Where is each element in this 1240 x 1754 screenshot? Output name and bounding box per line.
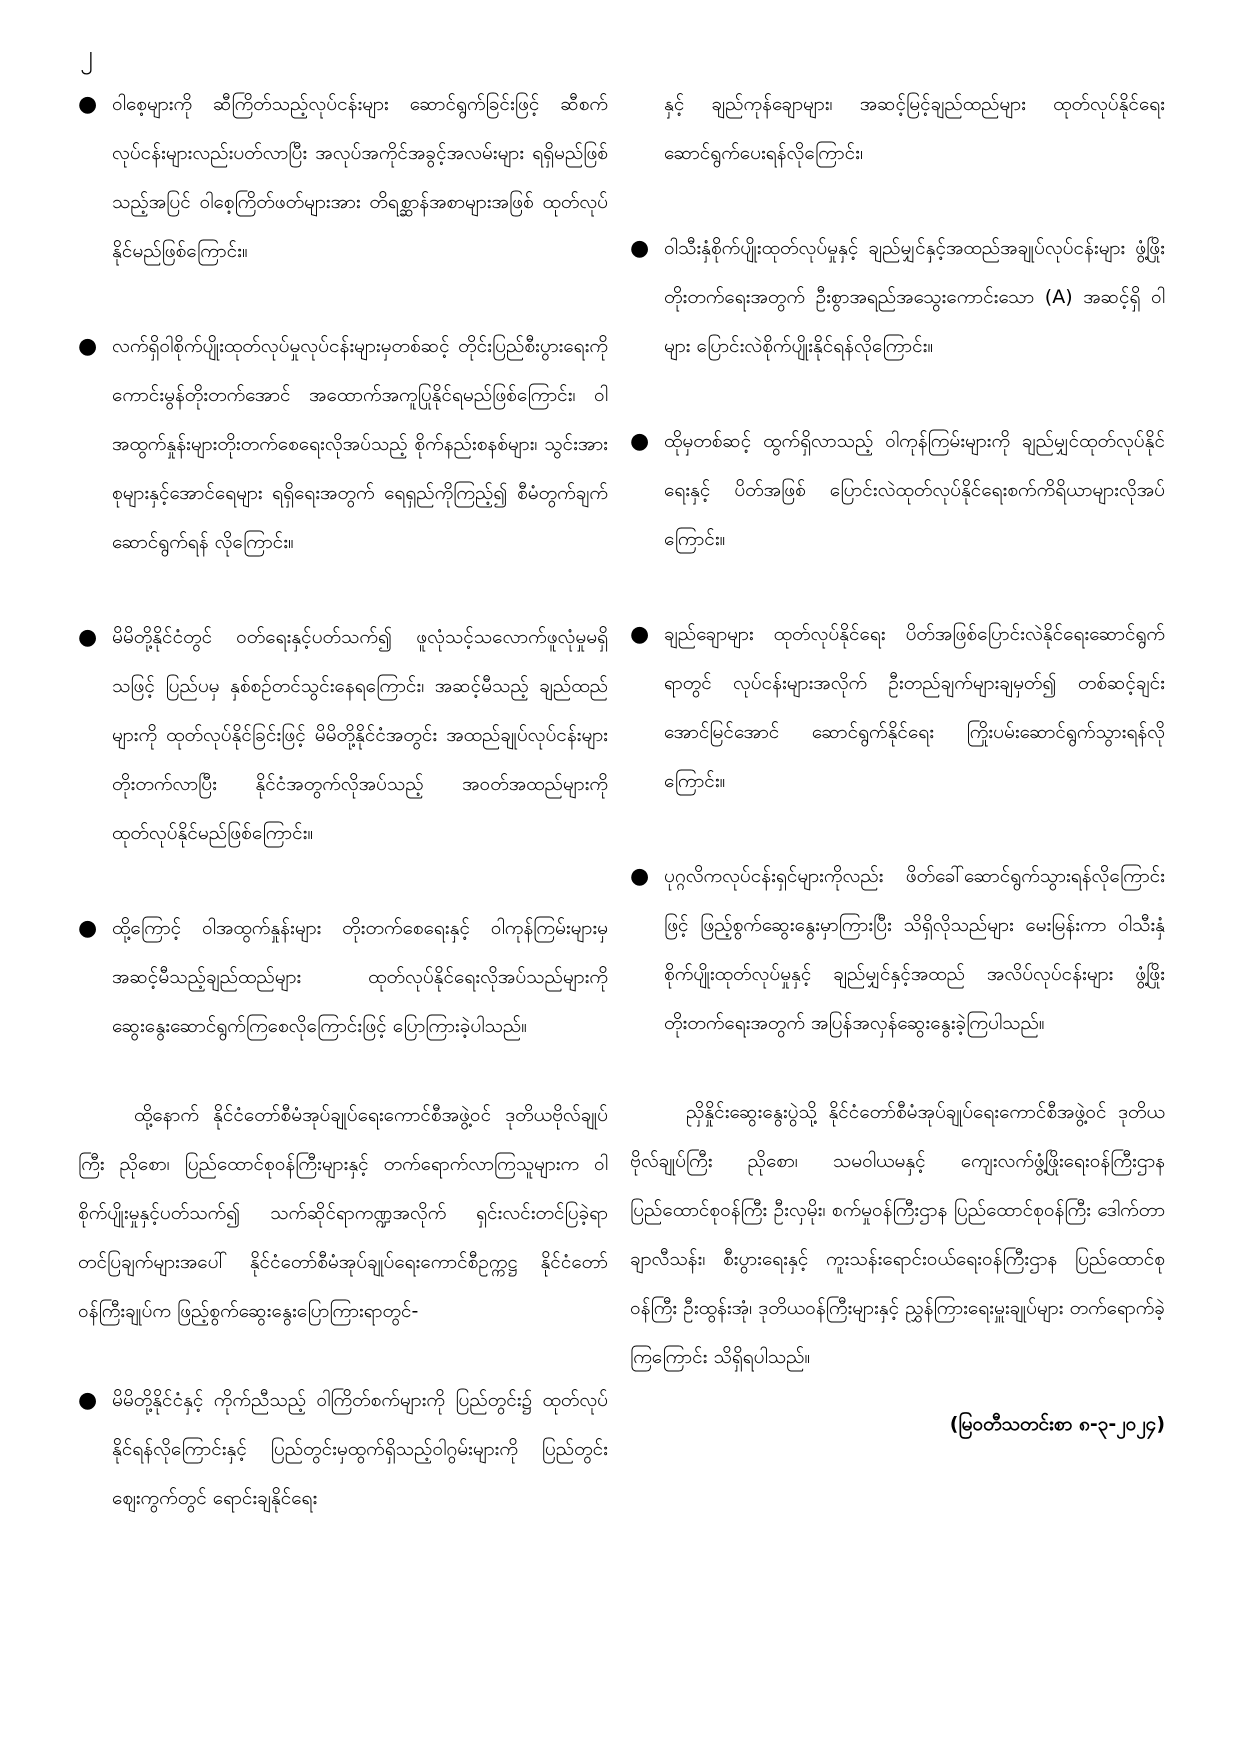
bullet-icon: ● xyxy=(78,92,98,117)
bullet-icon: ● xyxy=(630,622,650,647)
source-citation: (မြဝတီသတင်းစာ ၈-၃-၂၀၂၄) xyxy=(949,1413,1165,1435)
bullet-item xyxy=(78,904,608,1051)
body-paragraph: ထို့နောက် နိုင်ငံတော်စီမံအုပ်ချုပ်ရေးကောင်စီအဖွဲ့ဝင် ဒုတိယဗိုလ်ချုပ်ကြီး ညိုစော၊ ပြည်ထောင်စုဝန်ကြီးများနှင့် တက်ရောက်လာကြသူများက ဝါစိုက်ပျိုးမှုနှင့်ပတ်သက်၍ သက်ဆိုင်ရာကဏ္ဍအလိုက် ရှင်းလင်းတင်ပြခဲ့ရာ တင်ပြချက်များအပေါ် နိုင်ငံတော်စီမံအုပ်ချုပ်ရေးကောင်စီဥက္ကဋ္ဌ နိုင်ငံတော်ဝန်ကြီးချုပ်က ဖြည့်စွက်ဆွေးနွေးပြောကြားရာတွင်- xyxy=(78,1104,608,1322)
bullet-item xyxy=(78,80,608,276)
bullet-text: ချည်ချောများ ထုတ်လုပ်နိုင်ရေး ပိတ်အဖြစ်ပြောင်းလဲနိုင်ရေးဆောင်ရွက်ရာတွင် လုပ်ငန်းများအလိုက် ဦးတည်ချက်များချမှတ်၍ တစ်ဆင့်ချင်း အောင်မြင်အောင် ဆောင်ရွက်နိုင်ရေး ကြိုးပမ်းဆောင်ရွက်သွားရန်လိုကြောင်း။ xyxy=(664,623,1165,792)
bullet-icon: ● xyxy=(78,334,98,359)
bullet-text: ဝါသီးနှံစိုက်ပျိုးထုတ်လုပ်မှုနှင့် ချည်မျှင်နှင့်အထည်အချုပ်လုပ်ငန်းများ ဖွံ့ဖြိုးတိုးတက်ရေးအတွက် ဦးစွာအရည်အသွေးကောင်းသော (A) အဆင့်ရှိ ဝါများ ပြောင်းလဲစိုက်ပျိုးနိုင်ရန်လိုကြောင်း။ xyxy=(664,237,1165,357)
bullet-item xyxy=(630,417,1165,564)
bullet-icon: ● xyxy=(630,429,650,454)
body-paragraph: ညှိနှိုင်းဆွေးနွေးပွဲသို့ နိုင်ငံတော်စီမံအုပ်ချုပ်ရေးကောင်စီအဖွဲ့ဝင် ဒုတိယဗိုလ်ချုပ်ကြီး ညိုစော၊ သမဝါယမနှင့် ကျေးလက်ဖွံ့ဖြိုးရေးဝန်ကြီးဌာန ပြည်ထောင်စုဝန်ကြီး ဦးလှမိုး၊ စက်မှုဝန်ကြီးဌာန ပြည်ထောင်စုဝန်ကြီး ဒေါက်တာချာလီသန်း၊ စီးပွားရေးနှင့် ကူးသန်းရောင်းဝယ်ရေးဝန်ကြီးဌာန ပြည်ထောင်စုဝန်ကြီး ဦးထွန်းအုံ၊ ဒုတိယဝန်ကြီးများနှင့် ညွှန်ကြားရေးမှူးချုပ်များ တက်ရောက်ခဲ့ကြကြောင်း သိရှိရပါသည်။ xyxy=(630,1101,1165,1368)
bullet-text: မိမိတို့နိုင်ငံတွင် ဝတ်ရေးနှင့်ပတ်သက်၍ ဖူလုံသင့်သလောက်ဖူလုံမှုမရှိသဖြင့် ပြည်ပမှ နှစ်စဉ်တင်သွင်းနေရကြောင်း၊ အဆင့်မီသည့် ချည်ထည်များကို ထုတ်လုပ်နိုင်ခြင်းဖြင့် မိမိတို့နိုင်ငံအတွင်း အထည်ချုပ်လုပ်ငန်းများ တိုးတက်လာပြီး နိုင်ငံအတွက်လိုအပ်သည့် အဝတ်အထည်များကို ထုတ်လုပ်နိုင်မည်ဖြစ်ကြောင်း။ xyxy=(112,626,608,844)
bullet-text: ဝါစေ့များကို ဆီကြိတ်သည့်လုပ်ငန်းများ ဆောင်ရွက်ခြင်းဖြင့် ဆီစက်လုပ်ငန်းများလည်းပတ်လာပြီး အလုပ်အကိုင်အခွင့်အလမ်းများ ရရှိမည်ဖြစ်သည့်အပြင် ဝါစေ့ကြိတ်ဖတ်များအား တိရစ္ဆာန်အစာများအဖြစ် ထုတ်လုပ်နိုင်မည်ဖြစ်ကြောင်း။ xyxy=(112,93,608,262)
bullet-icon: ● xyxy=(78,916,98,941)
bullet-text: ထိုမှတစ်ဆင့် ထွက်ရှိလာသည့် ဝါကုန်ကြမ်းများကို ချည်မျှင်ထုတ်လုပ်နိုင်ရေးနှင့် ပိတ်အဖြစ် ပြောင်းလဲထုတ်လုပ်နိုင်ရေးစက်ကိရိယာများလိုအပ်ကြောင်း။ xyxy=(664,430,1165,550)
bullet-icon: ● xyxy=(630,864,650,889)
bullet-item xyxy=(630,224,1165,371)
page-number: ၂ xyxy=(80,40,93,70)
bullet-icon: ● xyxy=(78,1388,98,1413)
left-column xyxy=(78,80,608,1523)
bullet-text: ထို့ကြောင့် ဝါအထွက်နှုန်းများ တိုးတက်စေရေးနှင့် ဝါကုန်ကြမ်းများမှ အဆင့်မီသည့်ချည်ထည်များ ထုတ်လုပ်နိုင်ရေးလိုအပ်သည်များကို ဆွေးနွေးဆောင်ရွက်ကြစေလိုကြောင်းဖြင့် ပြောကြားခဲ့ပါသည်။ xyxy=(112,917,608,1037)
bullet-text: လက်ရှိဝါစိုက်ပျိုးထုတ်လုပ်မှုလုပ်ငန်းများမှတစ်ဆင့် တိုင်းပြည်စီးပွားရေးကို ကောင်းမွန်တိုးတက်အောင် အထောက်အကူပြုနိုင်ရမည်ဖြစ်ကြောင်း၊ ဝါအထွက်နှုန်းများတိုးတက်စေရေးလိုအပ်သည့် စိုက်နည်းစနစ်များ၊ သွင်းအားစုများနှင့်အောင်ရေများ ရရှိရေးအတွက် ရေရှည်ကိုကြည့်၍ စီမံတွက်ချက်ဆောင်ရွက်ရန် လိုကြောင်း။ xyxy=(112,335,608,553)
bullet-item xyxy=(630,610,1165,806)
bullet-text: ပုဂ္ဂလိကလုပ်ငန်းရှင်များကိုလည်း ဖိတ်ခေါ်ဆောင်ရွက်သွားရန်လိုကြောင်းဖြင့် ဖြည့်စွက်ဆွေးနွေးမှာကြားပြီး သိရှိလိုသည်များ မေးမြန်းကာ ဝါသီးနှံစိုက်ပျိုးထုတ်လုပ်မှုနှင့် ချည်မျှင်နှင့်အထည် အလိပ်လုပ်ငန်းများ ဖွံ့ဖြိုးတိုးတက်ရေးအတွက် အပြန်အလှန်ဆွေးနွေးခဲ့ကြပါသည်။ xyxy=(664,865,1165,1034)
bullet-item xyxy=(78,322,608,567)
right-column xyxy=(630,80,1165,1449)
bullet-icon: ● xyxy=(78,625,98,650)
bullet-item xyxy=(630,852,1165,1048)
bullet-item xyxy=(78,613,608,858)
bullet-item xyxy=(78,1376,608,1523)
continuation-text: နှင့် ချည်ကုန်ချောများ၊ အဆင့်မြင့်ချည်ထည်များ ထုတ်လုပ်နိုင်ရေး ဆောင်ရွက်ပေးရန်လိုကြောင်း၊ xyxy=(664,93,1165,164)
bullet-icon: ● xyxy=(630,236,650,261)
bullet-text: မိမိတို့နိုင်ငံနှင့် ကိုက်ညီသည့် ဝါကြိတ်စက်များကို ပြည်တွင်း၌ ထုတ်လုပ်နိုင်ရန်လိုကြောင်းနှင့် ပြည်တွင်းမှထွက်ရှိသည့်ဝါဂွမ်းများကို ပြည်တွင်းဈေးကွက်တွင် ရောင်းချနိုင်ရေး xyxy=(112,1389,608,1509)
